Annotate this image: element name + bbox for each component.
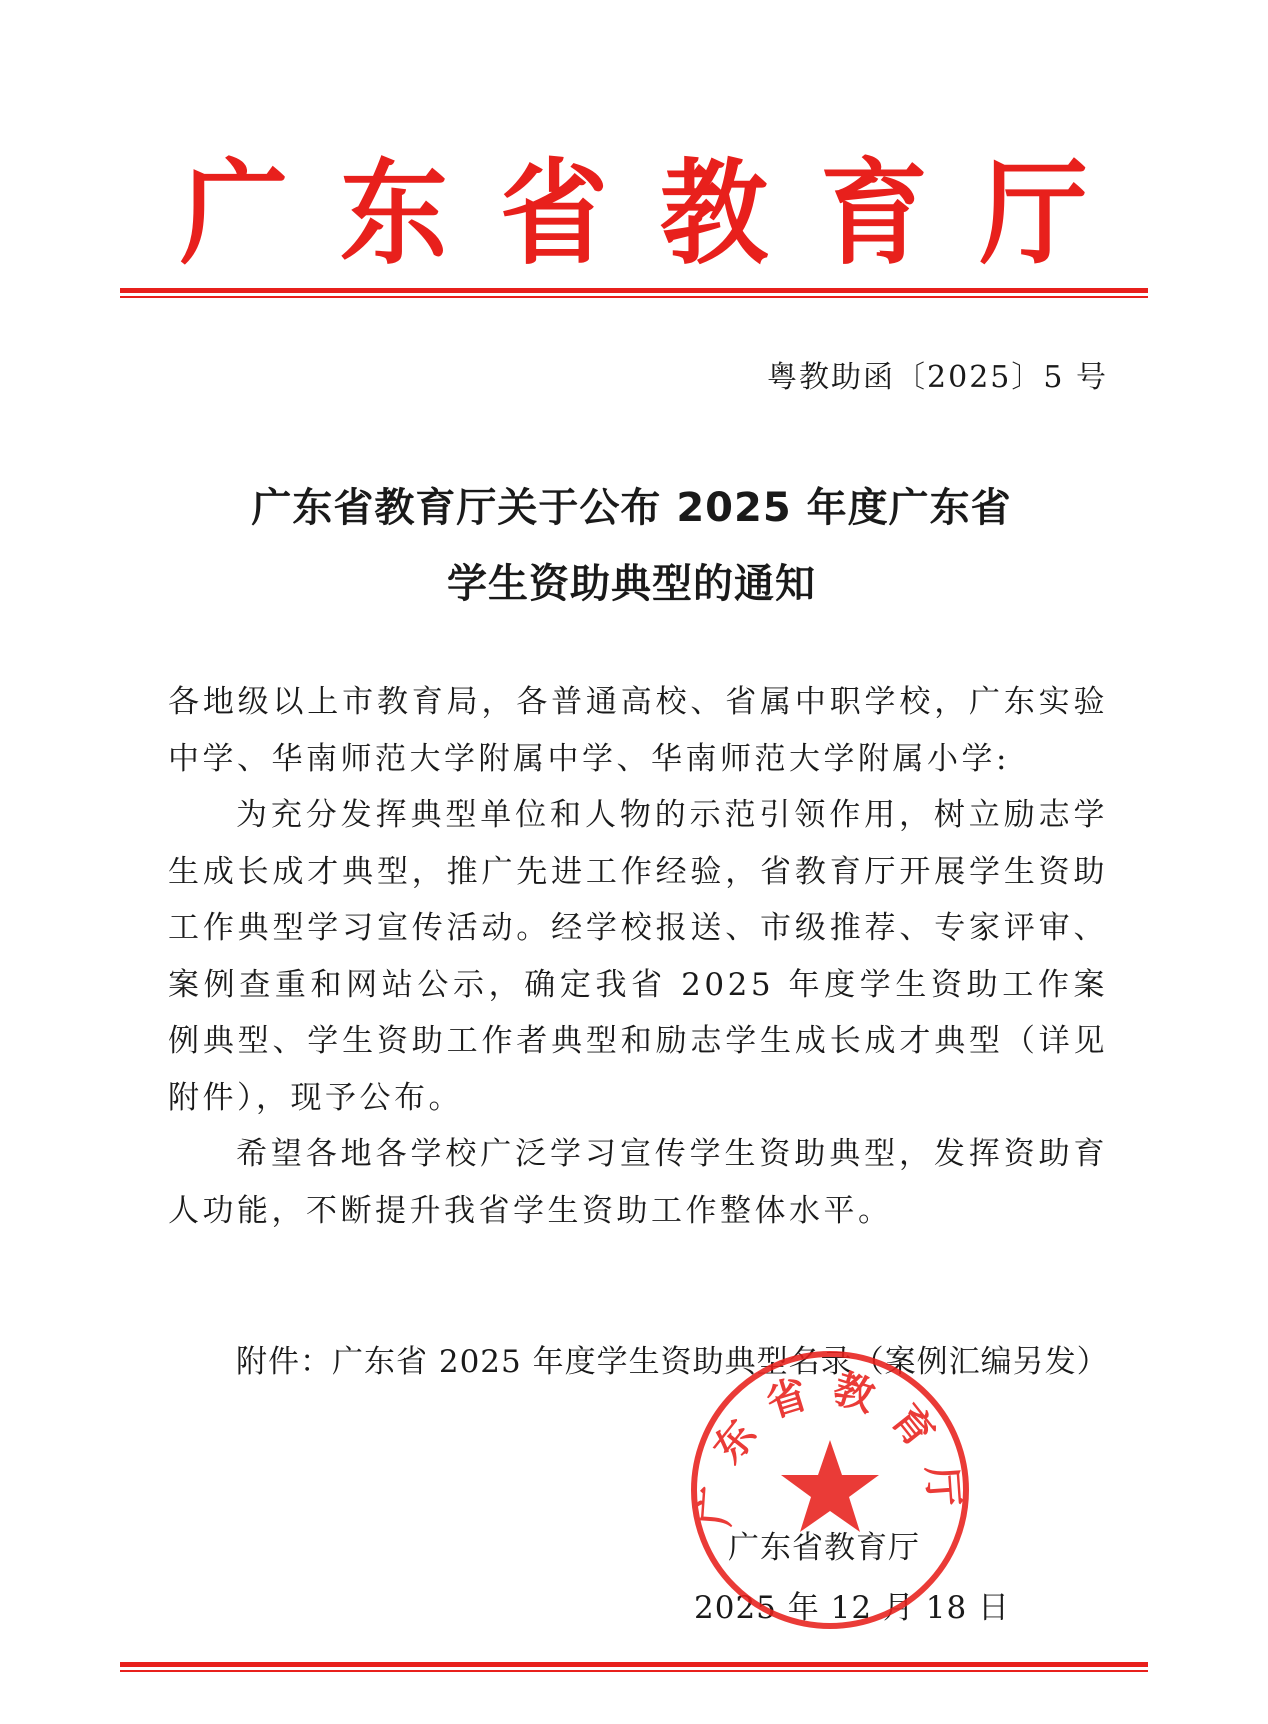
issue-date: 2025 年 12 月 18 日 [694,1590,1011,1626]
body-paragraph: 希望各地各学校广泛学习宣传学生资助典型，发挥资助育人功能，不断提升我省学生资助工作整体水平。 [168,1136,1108,1229]
footer-rule [120,1662,1148,1673]
masthead-char: 东 [339,148,448,281]
document-body [168,674,1108,1239]
masthead-char: 厅 [979,148,1088,281]
masthead-char: 省 [499,148,608,281]
masthead-char: 广 [180,148,289,281]
header-rule [120,288,1148,299]
svg-text:广东省教育厅: 广东省教育厅 [692,1365,968,1528]
addressee: 各地级以上市教育局，各普通高校、省属中职学校，广东实验中学、华南师范大学附属中学、华南师范大学附属小学: [168,684,1108,777]
body-paragraph: 为充分发挥典型单位和人物的示范引领作用，树立励志学生成长成才典型，推广先进工作经验，省教育厅开展学生资助工作典型学习宣传活动。经学校报送、市级推荐、专家评审、案例查重和网站公示，确定我省 2025 年度学生资助工作案例典型、学生资助工作者典型和励志学生成长成才典型（详见附件），现予公布。 [168,797,1108,1116]
masthead-char: 教 [659,148,768,281]
signature: 广东省教育厅 [728,1530,920,1566]
document-title [120,470,1148,622]
document-number: 粤教助函〔2025〕5 号 [767,360,1108,395]
attachment-line: 附件：广东省 2025 年度学生资助典型名录（案例汇编另发） [236,1344,1109,1380]
title-line-1: 广东省教育厅关于公布 2025 年度广东省 [251,485,1012,531]
title-line-2: 学生资助典型的通知 [447,561,816,607]
masthead [120,150,1148,280]
masthead-char: 育 [819,148,928,281]
seal-star-icon [781,1440,879,1532]
official-seal [685,1345,975,1635]
